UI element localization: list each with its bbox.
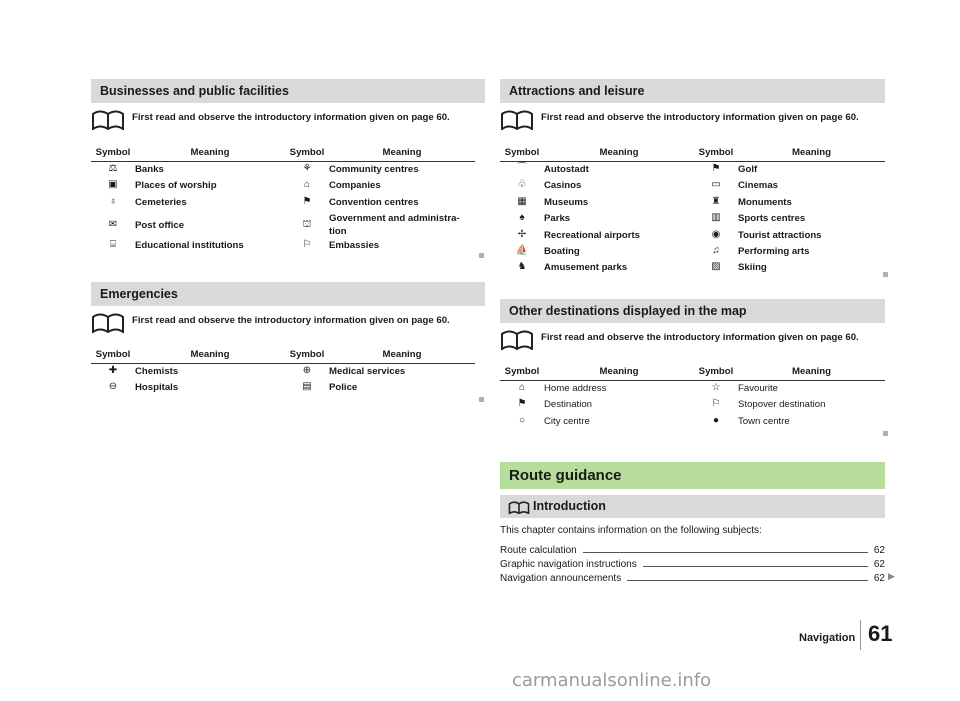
meaning-cell: Boating	[544, 245, 580, 257]
meaning-cell: Chemists	[135, 366, 179, 377]
cemetery-icon: ♁	[109, 195, 117, 207]
introduction-title: Introduction	[533, 499, 606, 513]
meaning-cell: Community centres	[329, 164, 419, 175]
table-row	[500, 211, 885, 227]
table-row	[500, 162, 885, 179]
col-header-meaning: Meaning	[738, 144, 885, 162]
meaning-cell: Autostadt	[544, 164, 589, 175]
col-header-symbol: Symbol	[91, 144, 135, 162]
end-mark	[479, 397, 484, 402]
col-header-symbol: Symbol	[285, 346, 329, 364]
performing-arts-icon: ♫	[712, 244, 720, 256]
table-row	[500, 244, 885, 260]
book-icon	[91, 108, 125, 130]
businesses-note	[91, 108, 485, 134]
route-guidance-heading: Route guidance	[500, 462, 885, 489]
note-text: First read and observe the introductory information given on page 60.	[132, 315, 450, 326]
meaning-cell: Skiing	[738, 262, 767, 274]
note-text: First read and observe the introductory information given on page 60.	[132, 112, 450, 123]
community-centre-icon: ⚘	[302, 163, 312, 174]
end-mark	[883, 272, 888, 277]
intro-text: This chapter contains information on the following subjects:	[500, 525, 762, 536]
table-row	[91, 211, 475, 238]
tourist-attraction-icon: ◉	[711, 228, 721, 240]
meaning-cell: Cinemas	[738, 180, 778, 192]
meaning-cell: Amusement parks	[544, 262, 628, 274]
star-icon: ☆	[711, 382, 721, 393]
monument-icon: ♜	[711, 195, 721, 207]
col-header-meaning: Meaning	[329, 144, 475, 162]
toc-label: Navigation announcements	[500, 573, 622, 584]
other-destinations-heading: Other destinations displayed in the map	[500, 299, 885, 323]
bank-icon: ⚖	[108, 163, 118, 174]
meaning-cell: City centre	[544, 415, 590, 427]
table-row	[91, 195, 475, 211]
meaning-cell: Companies	[329, 180, 381, 192]
col-header-meaning: Meaning	[135, 346, 285, 364]
toc-label: Graphic navigation instructions	[500, 559, 637, 570]
end-mark	[883, 431, 888, 436]
other-destinations-table	[500, 363, 885, 430]
skiing-icon: ▨	[711, 261, 721, 273]
emergencies-heading: Emergencies	[91, 282, 485, 306]
meaning-cell: Golf	[738, 164, 758, 175]
casino-icon: ♧	[517, 179, 527, 191]
table-row	[91, 380, 475, 396]
golf-icon: ⚑	[711, 163, 721, 174]
meaning-cell: Monuments	[738, 196, 792, 208]
right-column	[500, 79, 895, 589]
meaning-cell: Post office	[135, 219, 185, 231]
col-header-symbol: Symbol	[91, 346, 135, 364]
meaning-cell: Favourite	[738, 383, 778, 394]
meaning-cell: Casinos	[544, 180, 582, 192]
chemist-icon: ✚	[108, 365, 118, 376]
toc-entry[interactable]	[500, 571, 885, 584]
meaning-cell: Embassies	[329, 240, 380, 252]
book-icon	[500, 108, 534, 130]
note-text: First read and observe the introductory information given on page 60.	[541, 112, 859, 123]
emergencies-note	[91, 311, 485, 337]
meaning-cell: Recreational airports	[544, 229, 640, 241]
toc-page: 62	[873, 559, 885, 570]
toc-entry[interactable]	[500, 543, 885, 556]
table-row	[91, 162, 475, 179]
meaning-cell: Performing arts	[738, 245, 810, 257]
stopover-flag-icon: ⚐	[711, 398, 721, 410]
table-row	[500, 381, 885, 398]
park-icon: ♠	[519, 212, 525, 224]
convention-centre-icon: ⚑	[302, 195, 312, 207]
table-row	[91, 364, 475, 381]
government-icon: ⛫	[302, 219, 312, 231]
meaning-cell: Parks	[544, 213, 571, 225]
meaning-cell: Town centre	[738, 415, 790, 427]
museum-icon: ▦	[517, 195, 527, 207]
footer-section: Navigation	[799, 632, 856, 644]
attractions-note	[500, 108, 885, 134]
attractions-heading: Attractions and leisure	[500, 79, 885, 103]
toc-label: Route calculation	[500, 545, 577, 556]
meaning-cell: Government and administra-tion	[329, 213, 460, 238]
attractions-table	[500, 144, 885, 277]
meaning-cell: Museums	[544, 196, 589, 208]
end-mark	[479, 253, 484, 258]
city-centre-icon: ○	[518, 414, 526, 426]
meaning-cell: Tourist attractions	[738, 229, 822, 241]
col-header-meaning: Meaning	[544, 363, 694, 381]
meaning-cell: Stopover destination	[738, 399, 826, 411]
toc-leader	[627, 580, 868, 581]
toc-page: 62	[873, 573, 885, 584]
meaning-cell: Cemeteries	[135, 196, 187, 208]
meaning-cell: Hospitals	[135, 382, 179, 394]
embassy-icon: ⚐	[302, 239, 312, 251]
meaning-cell: Home address	[544, 383, 607, 394]
continue-arrow-icon: ▶	[888, 571, 895, 581]
table-row	[91, 178, 475, 194]
toc-leader	[643, 566, 868, 567]
col-header-symbol: Symbol	[500, 144, 544, 162]
meaning-cell: Medical services	[329, 366, 406, 377]
meaning-cell: Destination	[544, 399, 592, 411]
watermark: carmanualsonline.info	[512, 670, 712, 691]
meaning-cell: Convention centres	[329, 196, 419, 208]
note-text: First read and observe the introductory information given on page 60.	[541, 332, 859, 343]
meaning-cell: Police	[329, 382, 358, 394]
autostadt-icon: ⌒	[517, 163, 527, 174]
airport-icon: ✢	[517, 228, 527, 240]
businesses-heading: Businesses and public facilities	[91, 79, 485, 103]
emergencies-table	[91, 346, 475, 397]
footer-divider	[860, 620, 861, 650]
col-header-symbol: Symbol	[694, 363, 738, 381]
col-header-meaning: Meaning	[738, 363, 885, 381]
post-office-icon: ✉	[108, 219, 118, 231]
book-icon	[500, 328, 534, 350]
police-icon: ▤	[302, 381, 312, 393]
book-icon	[508, 500, 530, 514]
table-row	[500, 260, 885, 276]
col-header-meaning: Meaning	[329, 346, 475, 364]
home-icon: ⌂	[518, 382, 526, 393]
col-header-meaning: Meaning	[544, 144, 694, 162]
town-centre-icon: ●	[712, 414, 720, 426]
col-header-symbol: Symbol	[500, 363, 544, 381]
boating-icon: ⛵	[515, 244, 529, 256]
businesses-table	[91, 144, 475, 255]
company-icon: ⌂	[303, 179, 311, 191]
meaning-cell: Banks	[135, 164, 164, 175]
meaning-cell: Educational institutions	[135, 240, 244, 252]
table-row	[500, 397, 885, 413]
table-row	[500, 414, 885, 430]
book-icon	[91, 311, 125, 333]
table-row	[91, 238, 475, 254]
amusement-park-icon: ♞	[517, 261, 527, 273]
col-header-symbol: Symbol	[694, 144, 738, 162]
meaning-cell: Places of worship	[135, 180, 217, 192]
introduction-heading	[500, 495, 885, 518]
place-of-worship-icon: ▣	[108, 179, 118, 191]
table-row	[500, 228, 885, 244]
medical-services-icon: ⊕	[302, 365, 312, 376]
table-row	[500, 195, 885, 211]
destination-flag-icon: ⚑	[517, 398, 527, 410]
toc-page: 62	[873, 545, 885, 556]
table-row	[500, 178, 885, 194]
education-icon: ⌸	[110, 239, 116, 251]
sports-centre-icon: ▥	[711, 212, 721, 224]
toc-leader	[583, 552, 868, 553]
hospital-icon: ⊖	[108, 381, 118, 393]
other-note	[500, 328, 885, 354]
cinema-icon: ▭	[711, 179, 721, 191]
meaning-cell: Sports centres	[738, 213, 806, 225]
col-header-meaning: Meaning	[135, 144, 285, 162]
toc-entry[interactable]	[500, 557, 885, 570]
left-column	[91, 79, 485, 419]
page-number: 61	[868, 621, 893, 646]
col-header-symbol: Symbol	[285, 144, 329, 162]
